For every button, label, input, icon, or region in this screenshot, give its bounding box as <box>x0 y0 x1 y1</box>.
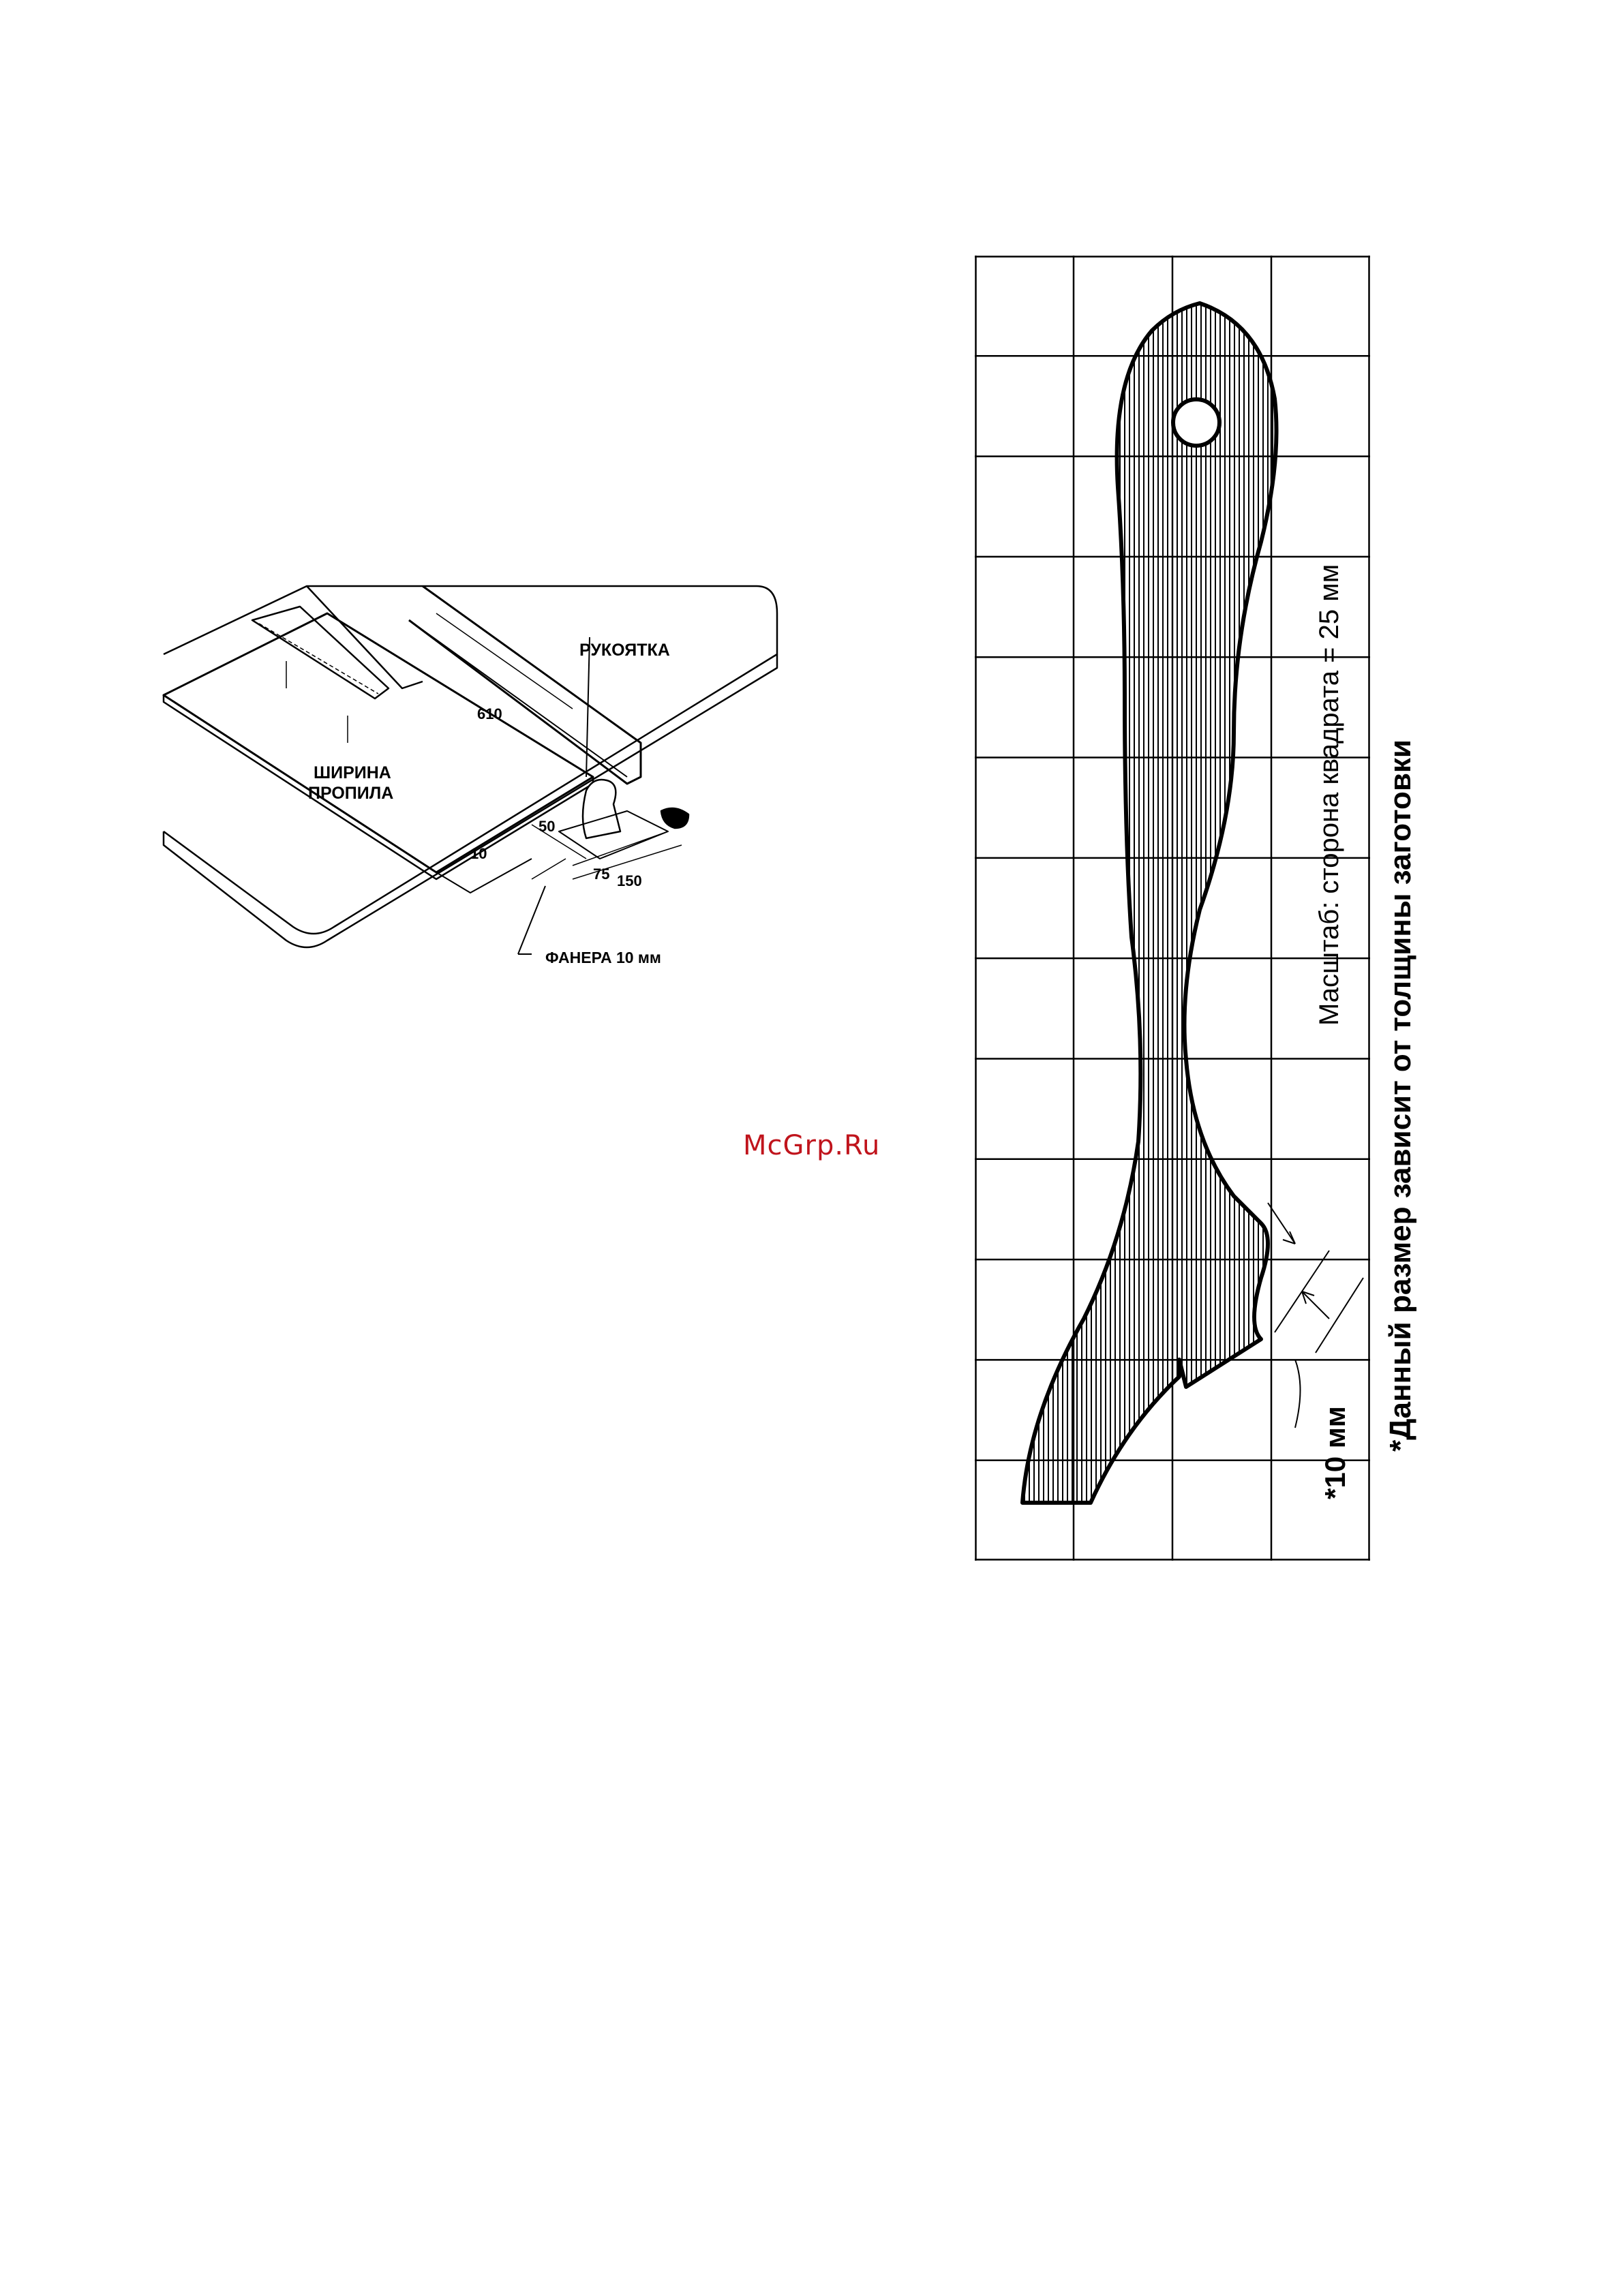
label-handle: РУКОЯТКА <box>579 641 670 660</box>
watermark: McGrp.Ru <box>743 1130 881 1161</box>
saw-table-outline <box>164 586 777 934</box>
push-stick-shape <box>1022 303 1277 1503</box>
label-kerf-line1: ШИРИНА <box>314 763 391 782</box>
label-dim-10: 10 <box>470 845 487 862</box>
label-kerf-line2: ПРОПИЛА <box>308 784 394 803</box>
label-dim-610: 610 <box>477 705 502 722</box>
dimension-10mm: *10 мм <box>1319 1406 1351 1499</box>
scale-note: Масштаб: сторона квадрата = 25 мм <box>1314 564 1344 1026</box>
push-stick-handle <box>583 780 620 838</box>
label-dim-50: 50 <box>539 818 556 835</box>
push-stick-template <box>975 256 1370 1561</box>
label-dim-75: 75 <box>593 866 610 883</box>
label-dim-150: 150 <box>617 872 642 889</box>
hanging-hole <box>1173 399 1219 446</box>
size-note: *Данный размер зависит от толщины заготовки <box>1384 739 1417 1452</box>
label-plywood: ФАНЕРА 10 мм <box>545 949 661 966</box>
table-saw-illustration <box>150 572 791 981</box>
